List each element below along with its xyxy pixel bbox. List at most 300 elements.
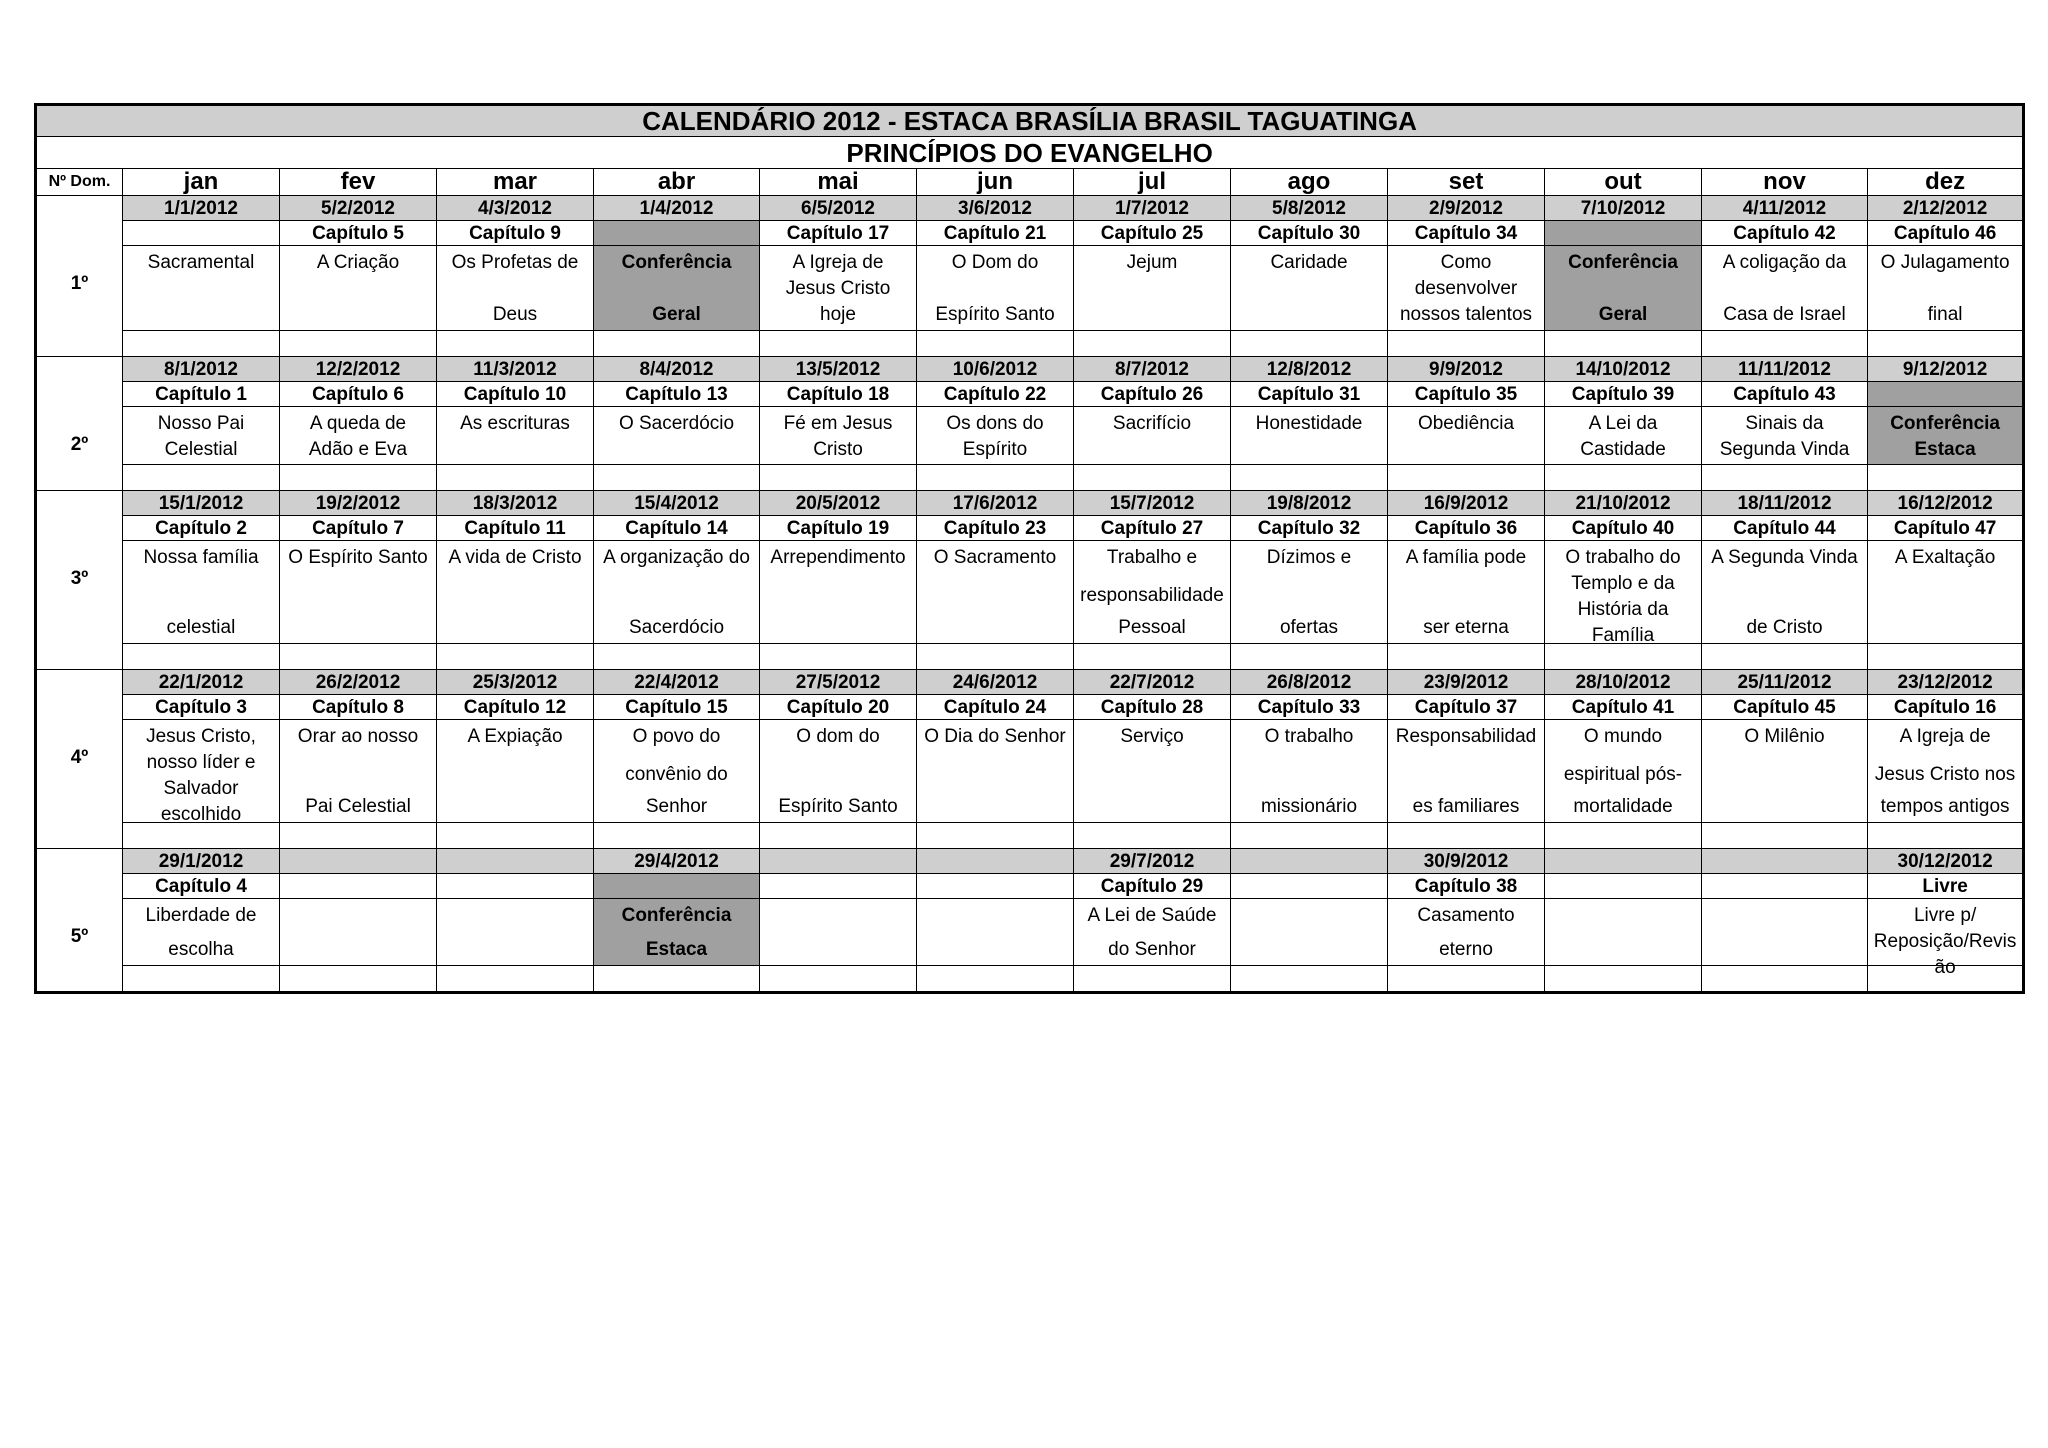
lesson-title-line: Geral [652,304,701,325]
date-cell [280,849,437,874]
lesson-title-cell [1868,899,2024,978]
month-header-jul: jul [1074,169,1231,196]
lesson-title-cell [1074,720,1231,823]
lesson-title-cell [123,720,280,823]
lesson-title-cell [1074,246,1231,331]
chapter-cell: Capítulo 31 [1231,382,1388,407]
blank-cell [1074,823,1231,849]
chapter-cell: Capítulo 11 [437,516,594,541]
lesson-title-line: O Dom do [951,252,1039,273]
date-cell: 9/12/2012 [1868,357,2024,382]
calendar-body [36,105,2024,993]
date-cell: 16/12/2012 [1868,491,2024,516]
blank-cell [1702,465,1868,491]
lesson-title-line: A vida de Cristo [448,547,582,568]
blank-cell [280,331,437,357]
date-cell: 29/4/2012 [594,849,760,874]
lesson-title-cell [760,720,917,823]
chapter-cell: Capítulo 17 [760,221,917,246]
lesson-title-line: O Espírito Santo [288,547,428,568]
blank-cell [1074,465,1231,491]
blank-cell [1074,331,1231,357]
lesson-title-line: missionário [1260,795,1358,817]
date-cell: 18/11/2012 [1702,491,1868,516]
chapter-cell: Capítulo 41 [1545,695,1702,720]
lesson-title-line: A Igreja de [792,252,884,273]
chapter-cell: Capítulo 3 [123,695,280,720]
blank-cell [1868,644,2024,670]
chapter-cell: Livre [1868,874,2024,899]
lesson-title-cell [1545,899,1702,966]
blank-cell [594,331,760,357]
month-header-set: set [1388,169,1545,196]
chapter-cell: Capítulo 27 [1074,516,1231,541]
lesson-title-line: Trabalho e [1106,547,1198,568]
lesson-title-line: O Sacramento [933,547,1057,568]
blank-cell [917,465,1074,491]
date-cell: 5/8/2012 [1231,196,1388,221]
week-4-date-row [36,670,2024,695]
week-4-lesson-row [36,720,2024,823]
date-cell: 29/7/2012 [1074,849,1231,874]
blank-cell [280,823,437,849]
week-2-chapter-row [36,382,2024,407]
blank-cell [123,644,280,670]
blank-cell [1388,644,1545,670]
blank-cell [437,331,594,357]
blank-cell [123,465,280,491]
lesson-title-cell [1388,720,1545,823]
week-label: 4º [36,670,123,849]
date-cell: 7/10/2012 [1545,196,1702,221]
date-cell: 1/7/2012 [1074,196,1231,221]
blank-cell [1231,823,1388,849]
lesson-title-line: Casamento [1417,905,1515,926]
blank-cell [1231,331,1388,357]
lesson-title-line: Orar ao nosso [297,726,419,747]
lesson-title-line: A Expiação [467,726,563,747]
blank-cell [917,823,1074,849]
lesson-title-line: A Segunda Vinda [1711,547,1858,568]
date-cell: 12/8/2012 [1231,357,1388,382]
date-cell: 14/10/2012 [1545,357,1702,382]
blank-cell [760,644,917,670]
lesson-title-line: A Lei da [1588,413,1658,434]
lesson-title-cell [594,407,760,465]
date-cell: 5/2/2012 [280,196,437,221]
lesson-title-line: A queda de [309,413,407,434]
chapter-cell [1868,382,2024,407]
week-1-blank-row [36,331,2024,357]
lesson-title-cell [437,407,594,465]
lesson-title-line: Nossa família [143,547,259,568]
lesson-title-cell [1868,541,2024,644]
week-3-lesson-row [36,541,2024,644]
date-cell: 24/6/2012 [917,670,1074,695]
date-cell: 21/10/2012 [1545,491,1702,516]
lesson-title-cell [1231,899,1388,966]
chapter-cell: Capítulo 16 [1868,695,2024,720]
blank-cell [1702,966,1868,993]
lesson-title-line: O dom do [796,726,880,747]
blank-cell [760,465,917,491]
lesson-title-cell [1388,899,1545,966]
blank-cell [1702,823,1868,849]
lesson-title-cell [760,246,917,331]
lesson-title-line: O mundo [1583,726,1663,747]
lesson-title-cell [594,720,760,823]
week-label: 3º [36,491,123,670]
blank-cell [280,966,437,993]
lesson-title-line: As escrituras [460,413,570,434]
lesson-title-cell [917,246,1074,331]
lesson-title-cell [123,899,280,966]
blank-cell [1868,823,2024,849]
lesson-title-line: A Igreja de [1899,726,1991,747]
chapter-cell: Capítulo 38 [1388,874,1545,899]
week-3-blank-row [36,644,2024,670]
lesson-title-line: ofertas [1279,616,1339,638]
lesson-title-line: Responsabilidad [1395,726,1537,747]
chapter-cell: Capítulo 9 [437,221,594,246]
chapter-cell: Capítulo 4 [123,874,280,899]
blank-cell [1545,823,1702,849]
lesson-title-line: espiritual pós- [1563,764,1683,785]
lesson-title-line: Os dons do [946,413,1044,434]
lesson-title-line: Jejum [1126,252,1178,273]
blank-cell [917,331,1074,357]
lesson-title-line: Jesus Cristo nos [1874,764,2016,785]
lesson-title-line: Espírito Santo [935,304,1055,325]
chapter-cell: Capítulo 29 [1074,874,1231,899]
chapter-cell [437,874,594,899]
lesson-title-line: Honestidade [1255,413,1363,434]
month-header-mai: mai [760,169,917,196]
date-cell [760,849,917,874]
lesson-title-cell [594,541,760,644]
chapter-cell: Capítulo 26 [1074,382,1231,407]
chapter-cell: Capítulo 22 [917,382,1074,407]
lesson-title-line: Nosso Pai [157,413,245,434]
chapter-cell: Capítulo 43 [1702,382,1868,407]
week-5-lesson-row [36,899,2024,966]
lesson-title-cell [280,720,437,823]
month-header-ago: ago [1231,169,1388,196]
lesson-title-cell [1702,407,1868,465]
lesson-title-line: final [1927,304,1963,325]
chapter-cell [594,874,760,899]
blank-cell [1868,465,2024,491]
lesson-title-line: responsabilidade [1080,585,1224,606]
lesson-title-line: Sacrifício [1112,413,1192,434]
date-cell: 11/3/2012 [437,357,594,382]
week-3-chapter-row [36,516,2024,541]
lesson-title-line: Liberdade de [145,905,257,926]
date-cell: 22/1/2012 [123,670,280,695]
chapter-cell: Capítulo 45 [1702,695,1868,720]
lesson-title-line: O Julagamento [1880,252,2010,273]
chapter-cell: Capítulo 7 [280,516,437,541]
lesson-title-cell [917,899,1074,966]
date-cell: 19/2/2012 [280,491,437,516]
lesson-title-cell [1231,246,1388,331]
lesson-title-cell [760,899,917,966]
lesson-title-cell [1231,407,1388,465]
week-2-blank-row [36,465,2024,491]
lesson-title-line: Senhor [645,796,708,817]
chapter-cell: Capítulo 12 [437,695,594,720]
chapter-cell: Capítulo 20 [760,695,917,720]
lesson-title-line: Segunda Vinda [1719,439,1850,460]
chapter-cell: Capítulo 33 [1231,695,1388,720]
lesson-title-line: convênio do [625,764,728,785]
lesson-title-cell [917,720,1074,823]
lesson-title-line: eterno [1439,939,1493,960]
chapter-cell: Capítulo 10 [437,382,594,407]
calendar-table [34,103,2025,994]
lesson-title-cell [594,899,760,966]
lesson-title-line: Reposição/Revis [1873,931,2017,952]
chapter-cell: Capítulo 39 [1545,382,1702,407]
lesson-title-line: Arrependimento [770,547,906,568]
date-cell: 19/8/2012 [1231,491,1388,516]
date-cell: 26/2/2012 [280,670,437,695]
lesson-title-line: celestial [166,616,236,638]
lesson-title-cell [123,246,280,331]
lesson-title-line: desenvolver [1414,278,1518,299]
lesson-title-line: escolhido [160,804,242,825]
lesson-title-line: Dízimos e [1266,547,1352,568]
chapter-cell: Capítulo 47 [1868,516,2024,541]
date-cell [1545,849,1702,874]
lesson-title-line: nosso líder e [146,752,256,773]
lesson-title-line: Família [1591,625,1655,646]
chapter-cell: Capítulo 2 [123,516,280,541]
chapter-cell [123,221,280,246]
lesson-title-line: do Senhor [1108,939,1196,960]
blank-cell [1231,966,1388,993]
week-1-date-row [36,196,2024,221]
date-cell: 6/5/2012 [760,196,917,221]
chapter-cell: Capítulo 23 [917,516,1074,541]
lesson-title-cell [1074,541,1231,644]
date-cell: 8/7/2012 [1074,357,1231,382]
lesson-title-line: Sacerdócio [628,616,725,638]
lesson-title-line: O Sacerdócio [618,413,735,434]
week-label: 2º [36,357,123,491]
month-header-jan: jan [123,169,280,196]
date-cell: 22/4/2012 [594,670,760,695]
lesson-title-cell [1388,407,1545,465]
blank-cell [1388,331,1545,357]
chapter-cell [1702,874,1868,899]
lesson-title-cell [437,720,594,823]
blank-cell [594,644,760,670]
blank-cell [437,966,594,993]
blank-cell [1388,465,1545,491]
lesson-title-cell [1702,899,1868,966]
blank-cell [760,823,917,849]
lesson-title-line: Fé em Jesus [783,413,893,434]
lesson-title-cell [1545,246,1702,331]
chapter-cell: Capítulo 35 [1388,382,1545,407]
blank-cell [1231,465,1388,491]
date-cell: 2/9/2012 [1388,196,1545,221]
chapter-cell: Capítulo 18 [760,382,917,407]
chapter-cell [760,874,917,899]
lesson-title-line: Salvador [163,778,239,799]
lesson-title-line: A Criação [316,252,400,273]
lesson-title-cell [1702,720,1868,823]
blank-cell [437,465,594,491]
chapter-cell: Capítulo 44 [1702,516,1868,541]
lesson-title-line: Cristo [813,439,863,460]
lesson-title-line: ser eterna [1423,616,1509,638]
lesson-title-line: Castidade [1580,439,1666,460]
lesson-title-line: História da [1577,599,1669,620]
month-header-fev: fev [280,169,437,196]
blank-cell [1545,331,1702,357]
chapter-cell [594,221,760,246]
lesson-title-cell [123,407,280,465]
lesson-title-cell [280,407,437,465]
chapter-cell [280,874,437,899]
lesson-title-cell [1702,246,1868,331]
chapter-cell: Capítulo 1 [123,382,280,407]
lesson-title-line: O trabalho [1264,726,1354,747]
lesson-title-line: Jesus Cristo, [146,726,256,747]
lesson-title-line: Adão e Eva [308,439,408,460]
lesson-title-cell [1545,720,1702,823]
lesson-title-line: escolha [168,939,234,960]
blank-cell [1702,644,1868,670]
lesson-title-line: Pai Celestial [305,795,411,817]
blank-cell [1702,331,1868,357]
lesson-title-line: O Milênio [1744,726,1825,747]
date-cell: 22/7/2012 [1074,670,1231,695]
lesson-title-line: Espírito [962,439,1028,460]
date-cell: 28/10/2012 [1545,670,1702,695]
date-cell: 29/1/2012 [123,849,280,874]
date-cell: 23/12/2012 [1868,670,2024,695]
lesson-title-line: Como [1440,252,1492,273]
lesson-title-line: O trabalho do [1565,547,1681,568]
date-cell: 13/5/2012 [760,357,917,382]
lesson-title-line: Deus [492,304,538,325]
chapter-cell: Capítulo 37 [1388,695,1545,720]
lesson-title-cell [437,541,594,644]
lesson-title-cell [1231,541,1388,644]
lesson-title-cell [1545,407,1702,465]
week-label: 5º [36,849,123,993]
month-header-out: out [1545,169,1702,196]
blank-cell [1074,966,1231,993]
chapter-cell: Capítulo 46 [1868,221,2024,246]
blank-cell [594,465,760,491]
date-cell: 15/1/2012 [123,491,280,516]
date-cell: 15/7/2012 [1074,491,1231,516]
lesson-title-line: nossos talentos [1399,304,1533,325]
lesson-title-line: Obediência [1417,413,1515,434]
lesson-title-line: Conferência [1890,413,2000,434]
lesson-title-line: A Exaltação [1894,547,1996,568]
date-cell: 25/11/2012 [1702,670,1868,695]
lesson-title-cell [1868,246,2024,331]
date-cell: 4/3/2012 [437,196,594,221]
chapter-cell: Capítulo 19 [760,516,917,541]
blank-cell [917,644,1074,670]
blank-cell [280,644,437,670]
lesson-title-line: A organização do [603,547,750,568]
date-cell: 10/6/2012 [917,357,1074,382]
lesson-title-cell [1074,407,1231,465]
date-cell: 8/1/2012 [123,357,280,382]
blank-cell [123,331,280,357]
blank-cell [1545,966,1702,993]
chapter-cell: Capítulo 24 [917,695,1074,720]
chapter-cell [917,874,1074,899]
chapter-cell: Capítulo 32 [1231,516,1388,541]
lesson-title-line: Conferência [621,905,732,926]
lesson-title-cell [594,246,760,331]
month-header-jun: jun [917,169,1074,196]
blank-cell [437,644,594,670]
month-header-row [36,169,2024,196]
lesson-title-line: de Cristo [1746,616,1823,638]
lesson-title-cell [280,541,437,644]
week-4-chapter-row [36,695,2024,720]
lesson-title-cell [123,541,280,644]
lesson-title-cell [280,246,437,331]
lesson-title-line: Estaca [645,939,708,960]
week-5-blank-row [36,966,2024,993]
lesson-title-cell [917,407,1074,465]
week-2-lesson-row [36,407,2024,465]
chapter-cell: Capítulo 14 [594,516,760,541]
month-header-nov: nov [1702,169,1868,196]
lesson-title-cell [280,899,437,966]
blank-cell [280,465,437,491]
date-cell: 4/11/2012 [1702,196,1868,221]
lesson-title-line: Geral [1598,304,1648,325]
date-cell: 20/5/2012 [760,491,917,516]
lesson-title-line: Celestial [164,439,238,460]
lesson-title-cell [1231,720,1388,823]
sunday-number-header: Nº Dom. [36,169,123,196]
week-1-chapter-row [36,221,2024,246]
month-header-mar: mar [437,169,594,196]
lesson-title-cell [437,899,594,966]
lesson-title-line: Sinais da [1745,413,1824,434]
lesson-title-cell [1545,541,1702,644]
blank-cell [437,823,594,849]
lesson-title-line: Jesus Cristo [785,278,891,299]
chapter-cell: Capítulo 30 [1231,221,1388,246]
lesson-title-cell [1388,541,1545,644]
lesson-title-line: A coligação da [1722,252,1847,273]
lesson-title-line: es familiares [1412,795,1520,817]
chapter-cell: Capítulo 5 [280,221,437,246]
date-cell: 15/4/2012 [594,491,760,516]
chapter-cell: Capítulo 21 [917,221,1074,246]
week-label: 1º [36,196,123,357]
month-header-dez: dez [1868,169,2024,196]
lesson-title-cell [1702,541,1868,644]
date-cell: 17/6/2012 [917,491,1074,516]
blank-cell [1231,644,1388,670]
lesson-title-line: Sacramental [147,252,255,273]
blank-cell [123,966,280,993]
